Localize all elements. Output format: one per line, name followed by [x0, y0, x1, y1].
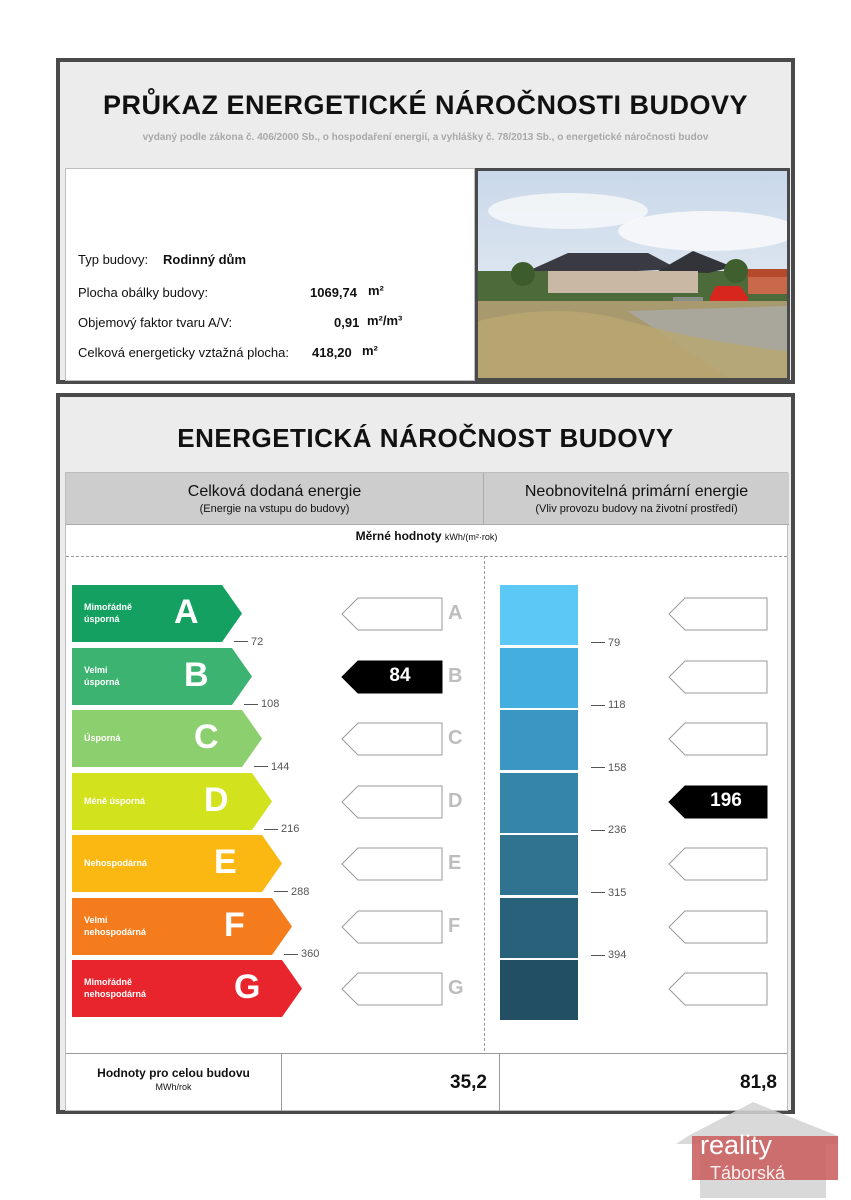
threshold-tick — [264, 829, 278, 830]
energy-class-a-letter: A — [174, 593, 199, 631]
energy-class-a — [72, 585, 242, 642]
energy-class-b-label: Velmi úsporná — [84, 664, 120, 687]
energy-class-d-label: Méně úsporná — [84, 795, 146, 806]
threshold-tick — [274, 891, 288, 892]
building-type-label: Typ budovy: — [78, 252, 149, 267]
threshold-tick — [254, 766, 268, 767]
delivered-threshold-288 — [274, 886, 309, 898]
primary-threshold-315 — [591, 887, 626, 899]
primary-scale-bar-c — [500, 710, 578, 770]
threshold-value: 144 — [271, 760, 290, 773]
threshold-value: 288 — [291, 885, 310, 898]
energy-performance-box — [56, 393, 795, 1114]
logo-text-taborska: Táborská — [710, 1163, 786, 1183]
primary-energy-title: Neobnovitelná primární energie — [524, 483, 749, 500]
delivered-class-letter-c: C — [448, 727, 463, 749]
logo-text-reality: reality — [700, 1130, 773, 1160]
delivered-energy-subtitle: (Energie na vstupu do budovy) — [199, 503, 350, 515]
energy-class-c — [72, 710, 262, 767]
energy-class-f-label: Velmi nehospodárná — [84, 914, 147, 937]
threshold-tick — [591, 705, 605, 706]
threshold-value: 315 — [608, 886, 627, 899]
energy-class-e — [72, 835, 282, 892]
primary-scale-bar-a — [500, 585, 578, 645]
shape-factor-value: 0,91 — [334, 315, 360, 330]
primary-scale-bar-b — [500, 648, 578, 708]
envelope-area-value: 1069,74 — [310, 285, 357, 300]
threshold-value: 394 — [608, 949, 627, 961]
primary-marker-c — [668, 722, 768, 756]
envelope-area-unit: m² — [368, 283, 384, 298]
energy-class-c-letter: C — [194, 718, 219, 756]
delivered-marker-f — [341, 910, 443, 944]
primary-marker-e — [668, 847, 768, 881]
primary-marker-g — [668, 972, 768, 1006]
energy-class-c-label: Úsporná — [84, 733, 121, 743]
threshold-tick — [591, 830, 605, 831]
delivered-class-letter-f: F — [448, 914, 461, 937]
energy-class-d — [72, 773, 272, 830]
reference-area-value: 418,20 — [312, 345, 352, 360]
energy-class-e-letter: E — [214, 843, 237, 881]
scale-layer — [66, 473, 789, 1053]
primary-scale-bar-f — [500, 898, 578, 958]
primary-energy-value: 196 — [710, 789, 742, 811]
primary-threshold-118 — [591, 699, 626, 711]
shape-factor-label: Objemový faktor tvaru A/V: — [78, 315, 233, 330]
delivered-class-letter-e: E — [448, 852, 462, 874]
threshold-tick — [591, 767, 605, 768]
delivered-threshold-108 — [244, 698, 279, 710]
delivered-energy-title: Celková dodaná energie — [187, 483, 362, 500]
whole-building-unit: MWh/rok — [155, 1082, 192, 1092]
threshold-value: 216 — [281, 823, 300, 835]
primary-threshold-158 — [591, 762, 626, 774]
primary-threshold-236 — [591, 824, 626, 836]
delivered-marker-a — [341, 597, 443, 631]
threshold-tick — [591, 642, 605, 643]
delivered-class-letter-d: D — [448, 789, 463, 812]
energy-class-g-letter: G — [234, 968, 261, 1006]
delivered-marker-e — [341, 847, 443, 881]
energy-class-f-letter: F — [224, 905, 245, 944]
threshold-value: 158 — [608, 761, 627, 774]
certificate-title: PRŮKAZ ENERGETICKÉ NÁROČNOSTI BUDOVY — [102, 90, 749, 120]
threshold-value: 72 — [251, 635, 264, 648]
delivered-threshold-360 — [284, 948, 319, 960]
reference-area-unit: m² — [362, 343, 378, 358]
primary-marker-a — [668, 597, 768, 631]
threshold-tick — [591, 955, 605, 956]
threshold-value: 236 — [608, 824, 627, 836]
energy-class-g — [72, 960, 302, 1017]
shape-factor-unit: m²/m³ — [367, 313, 403, 328]
building-photo — [475, 168, 790, 381]
energy-class-b — [72, 648, 252, 705]
primary-energy-subtitle: (Vliv provozu budovy na životní prostředí) — [535, 503, 738, 515]
delivered-energy-value: 84 — [389, 664, 411, 686]
envelope-area-label: Plocha obálky budovy: — [78, 285, 209, 300]
energy-rating-chart — [65, 472, 788, 1111]
primary-marker-f — [668, 910, 768, 944]
primary-scale-bar-g — [500, 960, 578, 1020]
delivered-marker-b — [341, 660, 443, 694]
delivered-marker-d — [341, 785, 443, 819]
threshold-value: 79 — [608, 636, 621, 649]
whole-building-label: Hodnoty pro celou budovu — [97, 1066, 250, 1080]
threshold-value: 360 — [301, 948, 320, 960]
threshold-tick — [284, 954, 298, 955]
delivered-class-letter-a: A — [448, 602, 463, 624]
energy-class-f — [72, 898, 292, 955]
primary-threshold-394 — [591, 949, 626, 961]
threshold-tick — [234, 641, 248, 642]
delivered-class-letter-b: B — [448, 664, 463, 687]
threshold-tick — [591, 892, 605, 893]
energy-class-e-label: Nehospodárná — [84, 858, 148, 868]
energy-class-b-letter: B — [184, 655, 209, 694]
primary-threshold-79 — [591, 637, 620, 649]
energy-class-a-label: Mimořádně úsporná — [84, 602, 133, 624]
delivered-marker-g — [341, 972, 443, 1006]
threshold-value: 118 — [608, 699, 626, 711]
whole-building-delivered-cell — [282, 1054, 500, 1111]
threshold-value: 108 — [261, 698, 280, 710]
energy-class-d-letter: D — [204, 780, 229, 819]
delivered-threshold-144 — [254, 761, 289, 773]
energy-title: ENERGETICKÁ NÁROČNOST BUDOVY — [177, 423, 674, 453]
energy-class-g-label: Mimořádně nehospodárná — [84, 977, 147, 999]
reference-area-label: Celková energeticky vztažná plocha: — [78, 345, 290, 360]
certificate-header-box — [56, 58, 795, 384]
whole-building-delivered-value: 35,2 — [450, 1072, 487, 1093]
primary-scale-bar-e — [500, 835, 578, 895]
specific-values-text: Měrné hodnoty — [355, 529, 442, 543]
delivered-threshold-72 — [234, 636, 263, 648]
primary-scale-bar-d — [500, 773, 578, 833]
delivered-threshold-216 — [264, 823, 299, 835]
primary-marker-d — [668, 785, 768, 819]
delivered-marker-c — [341, 722, 443, 756]
specific-values-unit: kWh/(m²·rok) — [444, 532, 498, 542]
building-info-panel — [65, 168, 475, 381]
certificate-subtitle: vydaný podle zákona č. 406/2000 Sb., o hospodaření energií, a vyhlášky č. 78/2013 Sb., o energetické náročnosti budov — [142, 132, 709, 143]
threshold-tick — [244, 704, 258, 705]
delivered-class-letter-g: G — [448, 977, 464, 999]
building-type-value: Rodinný dům — [163, 252, 247, 267]
whole-building-label-cell — [66, 1054, 282, 1111]
whole-building-primary-value: 81,8 — [740, 1072, 777, 1093]
primary-marker-b — [668, 660, 768, 694]
